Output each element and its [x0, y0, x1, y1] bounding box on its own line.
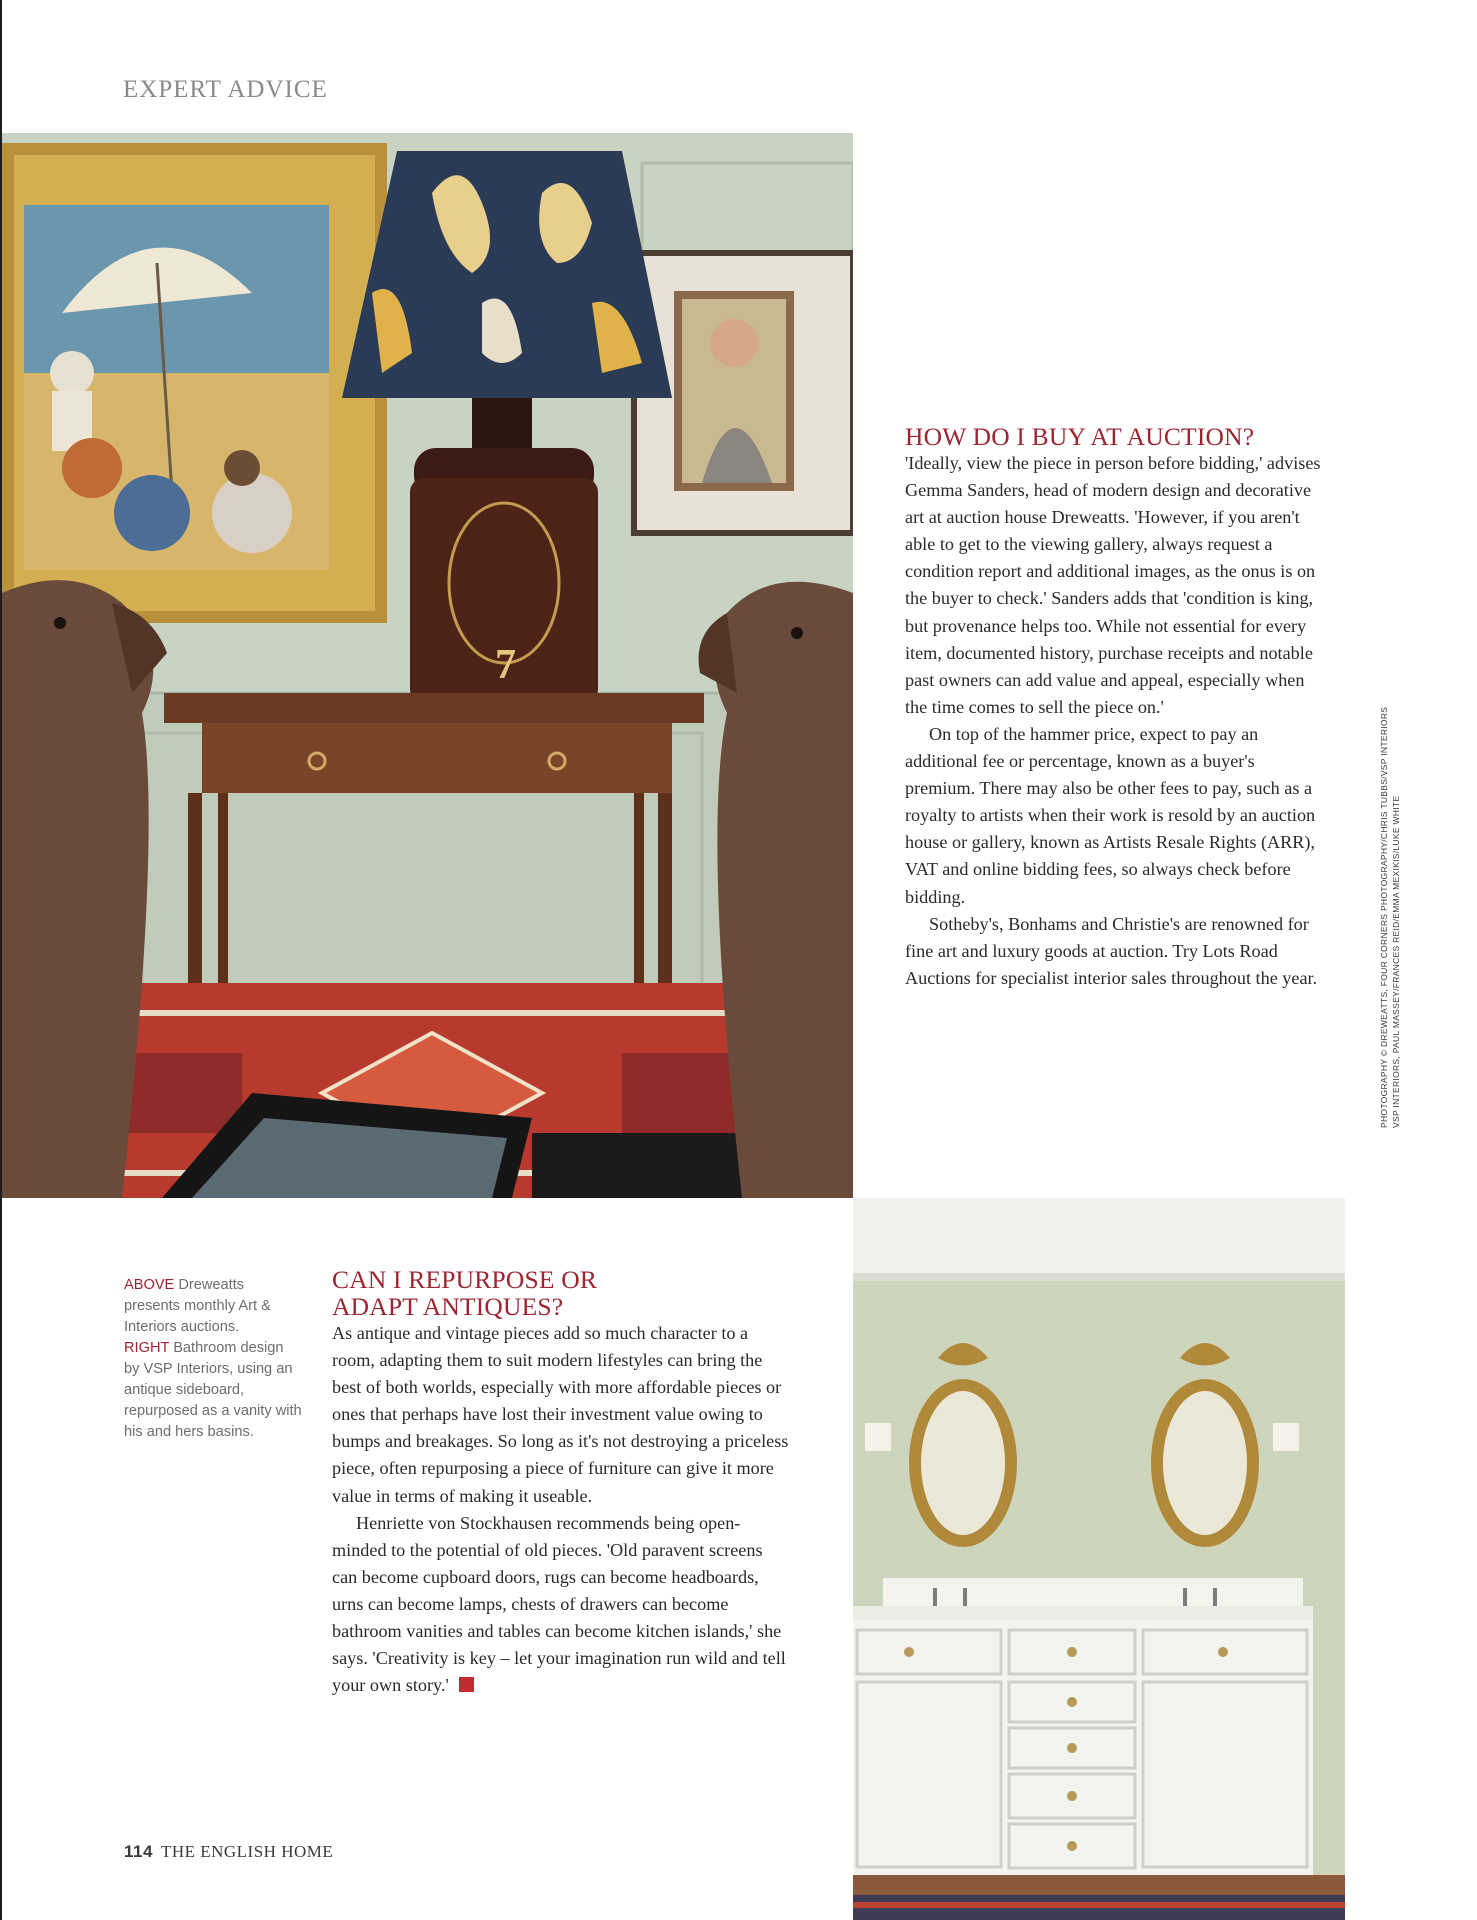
end-mark-icon	[459, 1677, 474, 1692]
repurpose-paragraph	[332, 1510, 792, 1700]
caption-right	[124, 1338, 302, 1443]
page-number: 114	[124, 1842, 153, 1861]
bathroom-vanity-photo	[853, 1198, 1345, 1920]
auction-heading: HOW DO I BUY AT AUCTION?	[905, 422, 1255, 451]
caption-above	[124, 1275, 302, 1338]
publication-name: THE ENGLISH HOME	[160, 1842, 334, 1861]
repurpose-paragraph: As antique and vintage pieces add so much character to a room, adapting them to suit modern lifestyles can bring the best of both worlds, especially with more affordable pieces or ones that perhaps have lost their investment value owing to bumps and breakages. So long as it's not destroying a priceless piece, often repurposing a piece of furniture can give it more value in terms of making it useable.	[332, 1323, 789, 1506]
section-label: EXPERT ADVICE	[123, 76, 328, 103]
caption-right-text: Bathroom design by VSP Interiors, using an antique sideboard, repurposed as a vanity with his and hers basins.	[124, 1340, 302, 1440]
repurpose-article	[332, 1266, 792, 1699]
auction-body	[905, 450, 1325, 992]
caption-above-text: Dreweatts presents monthly Art & Interiors auctions.	[124, 1277, 271, 1335]
caption-above-tag: ABOVE	[124, 1277, 175, 1293]
photo-credit	[1378, 528, 1402, 1128]
antiques-interior-photo	[2, 133, 853, 1198]
auction-paragraph: 'Ideally, view the piece in person before bidding,' advises Gemma Sanders, head of modern design and decorative art at auction house Dreweatts. 'However, if you aren't able to get to the viewing gallery, always request a condition report and additional images, as the onus is on the buyer to check.' Sanders adds that 'condition is king, but provenance helps too. While not essential for every item, documented history, purchase receipts and notable past owners can add value and appeal, especially when the time comes to sell the piece on.'	[905, 453, 1321, 717]
caption-right-tag: RIGHT	[124, 1340, 170, 1356]
repurpose-heading-line: ADAPT ANTIQUES?	[332, 1292, 564, 1321]
photo-credit-line: PHOTOGRAPHY © DREWEATTS, FOUR CORNERS PHOTOGRAPHY/CHRIS TUBBS/VSP INTERIORS	[1379, 706, 1389, 1128]
repurpose-heading	[332, 1266, 792, 1320]
repurpose-body	[332, 1320, 792, 1699]
auction-article	[905, 423, 1325, 992]
auction-paragraph: Sotheby's, Bonhams and Christie's are renowned for fine art and luxury goods at auction. Try Lots Road Auctions for specialist interior sales throughout the year.	[905, 913, 1318, 988]
page-folio	[124, 1842, 333, 1862]
auction-paragraph: On top of the hammer price, expect to pay an additional fee or percentage, known as a buyer's premium. There may also be other fees to pay, such as a royalty to artists when their work is resold by an auction house or gallery, known as Artists Resale Rights (ARR), VAT and online bidding fees, so always check before bidding.	[905, 723, 1316, 907]
repurpose-heading-line: CAN I REPURPOSE OR	[332, 1265, 598, 1294]
tea-caddy-number: 7	[495, 642, 516, 688]
photo-credit-line: VSP INTERIORS, PAUL MASSEY/FRANCES REID/EMMA MEXIKIS/LUKE WHITE	[1391, 795, 1401, 1128]
repurpose-paragraph-text: Henriette von Stockhausen recommends being open-minded to the potential of old pieces. 'Old paravent screens can become cupboard doors, rugs can become headboards, urns can become lamps, chests of drawers can become bathroom vanities and tables can become kitchen islands,' she says. 'Creativity is key – let your imagination run wild and tell your own story.'	[332, 1512, 786, 1696]
captions	[124, 1275, 302, 1443]
